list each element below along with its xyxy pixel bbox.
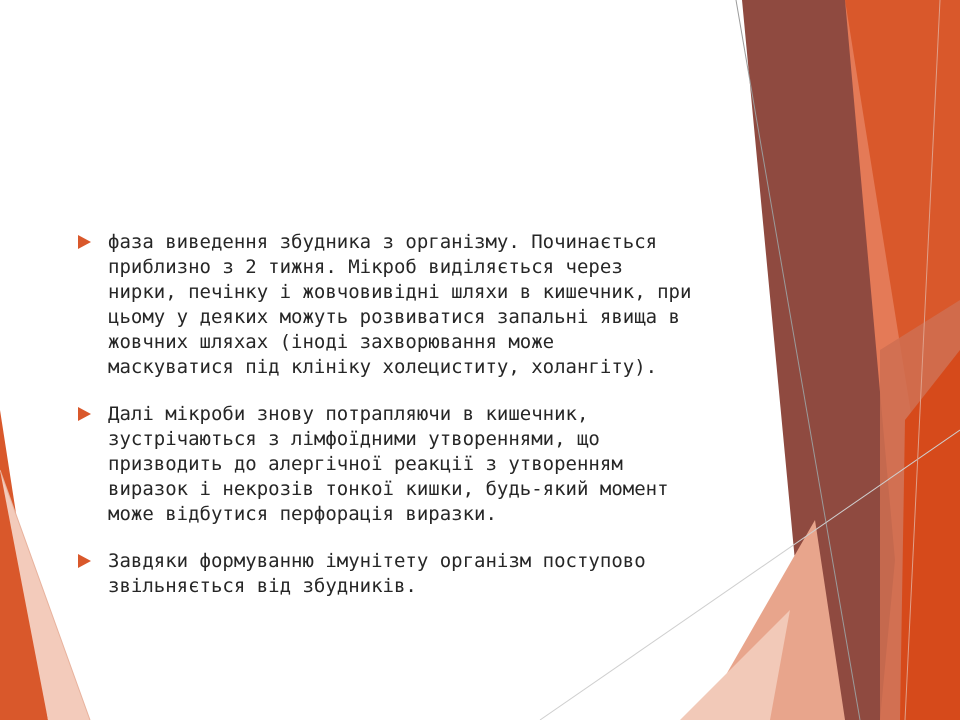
bullet-text: Далі мікроби знову потрапляючи в кишечник, зустрічаються з лімфоїдними утвореннями, що призводить до алергічної реакції з утворенням виразок і некрозів тонкої кишки, будь-який момент може відбутися перфорація виразки. [108,403,669,525]
triangle-bullet-icon [78,235,108,249]
bullet-text: фаза виведення збудника з організму. Починається приблизно з 2 тижня. Мікроб виділяється через нирки, печінку і жовчовивідні шляхи в кишечник, при цьому у деяких можуть розвиватися запальні явища в жовчних шляхах (іноді захворювання може маскуватися під клініку холециститу, холангіту). [108,231,692,378]
bullet-item [78,230,718,380]
triangle-bullet-icon [78,407,108,421]
slide-body [78,230,718,621]
bullet-text: Завдяки формуванню імунітету організм поступово звільняється від збудників. [108,550,646,597]
triangle-bullet-icon [78,554,108,568]
bullet-item [78,549,718,599]
bullet-item [78,402,718,527]
